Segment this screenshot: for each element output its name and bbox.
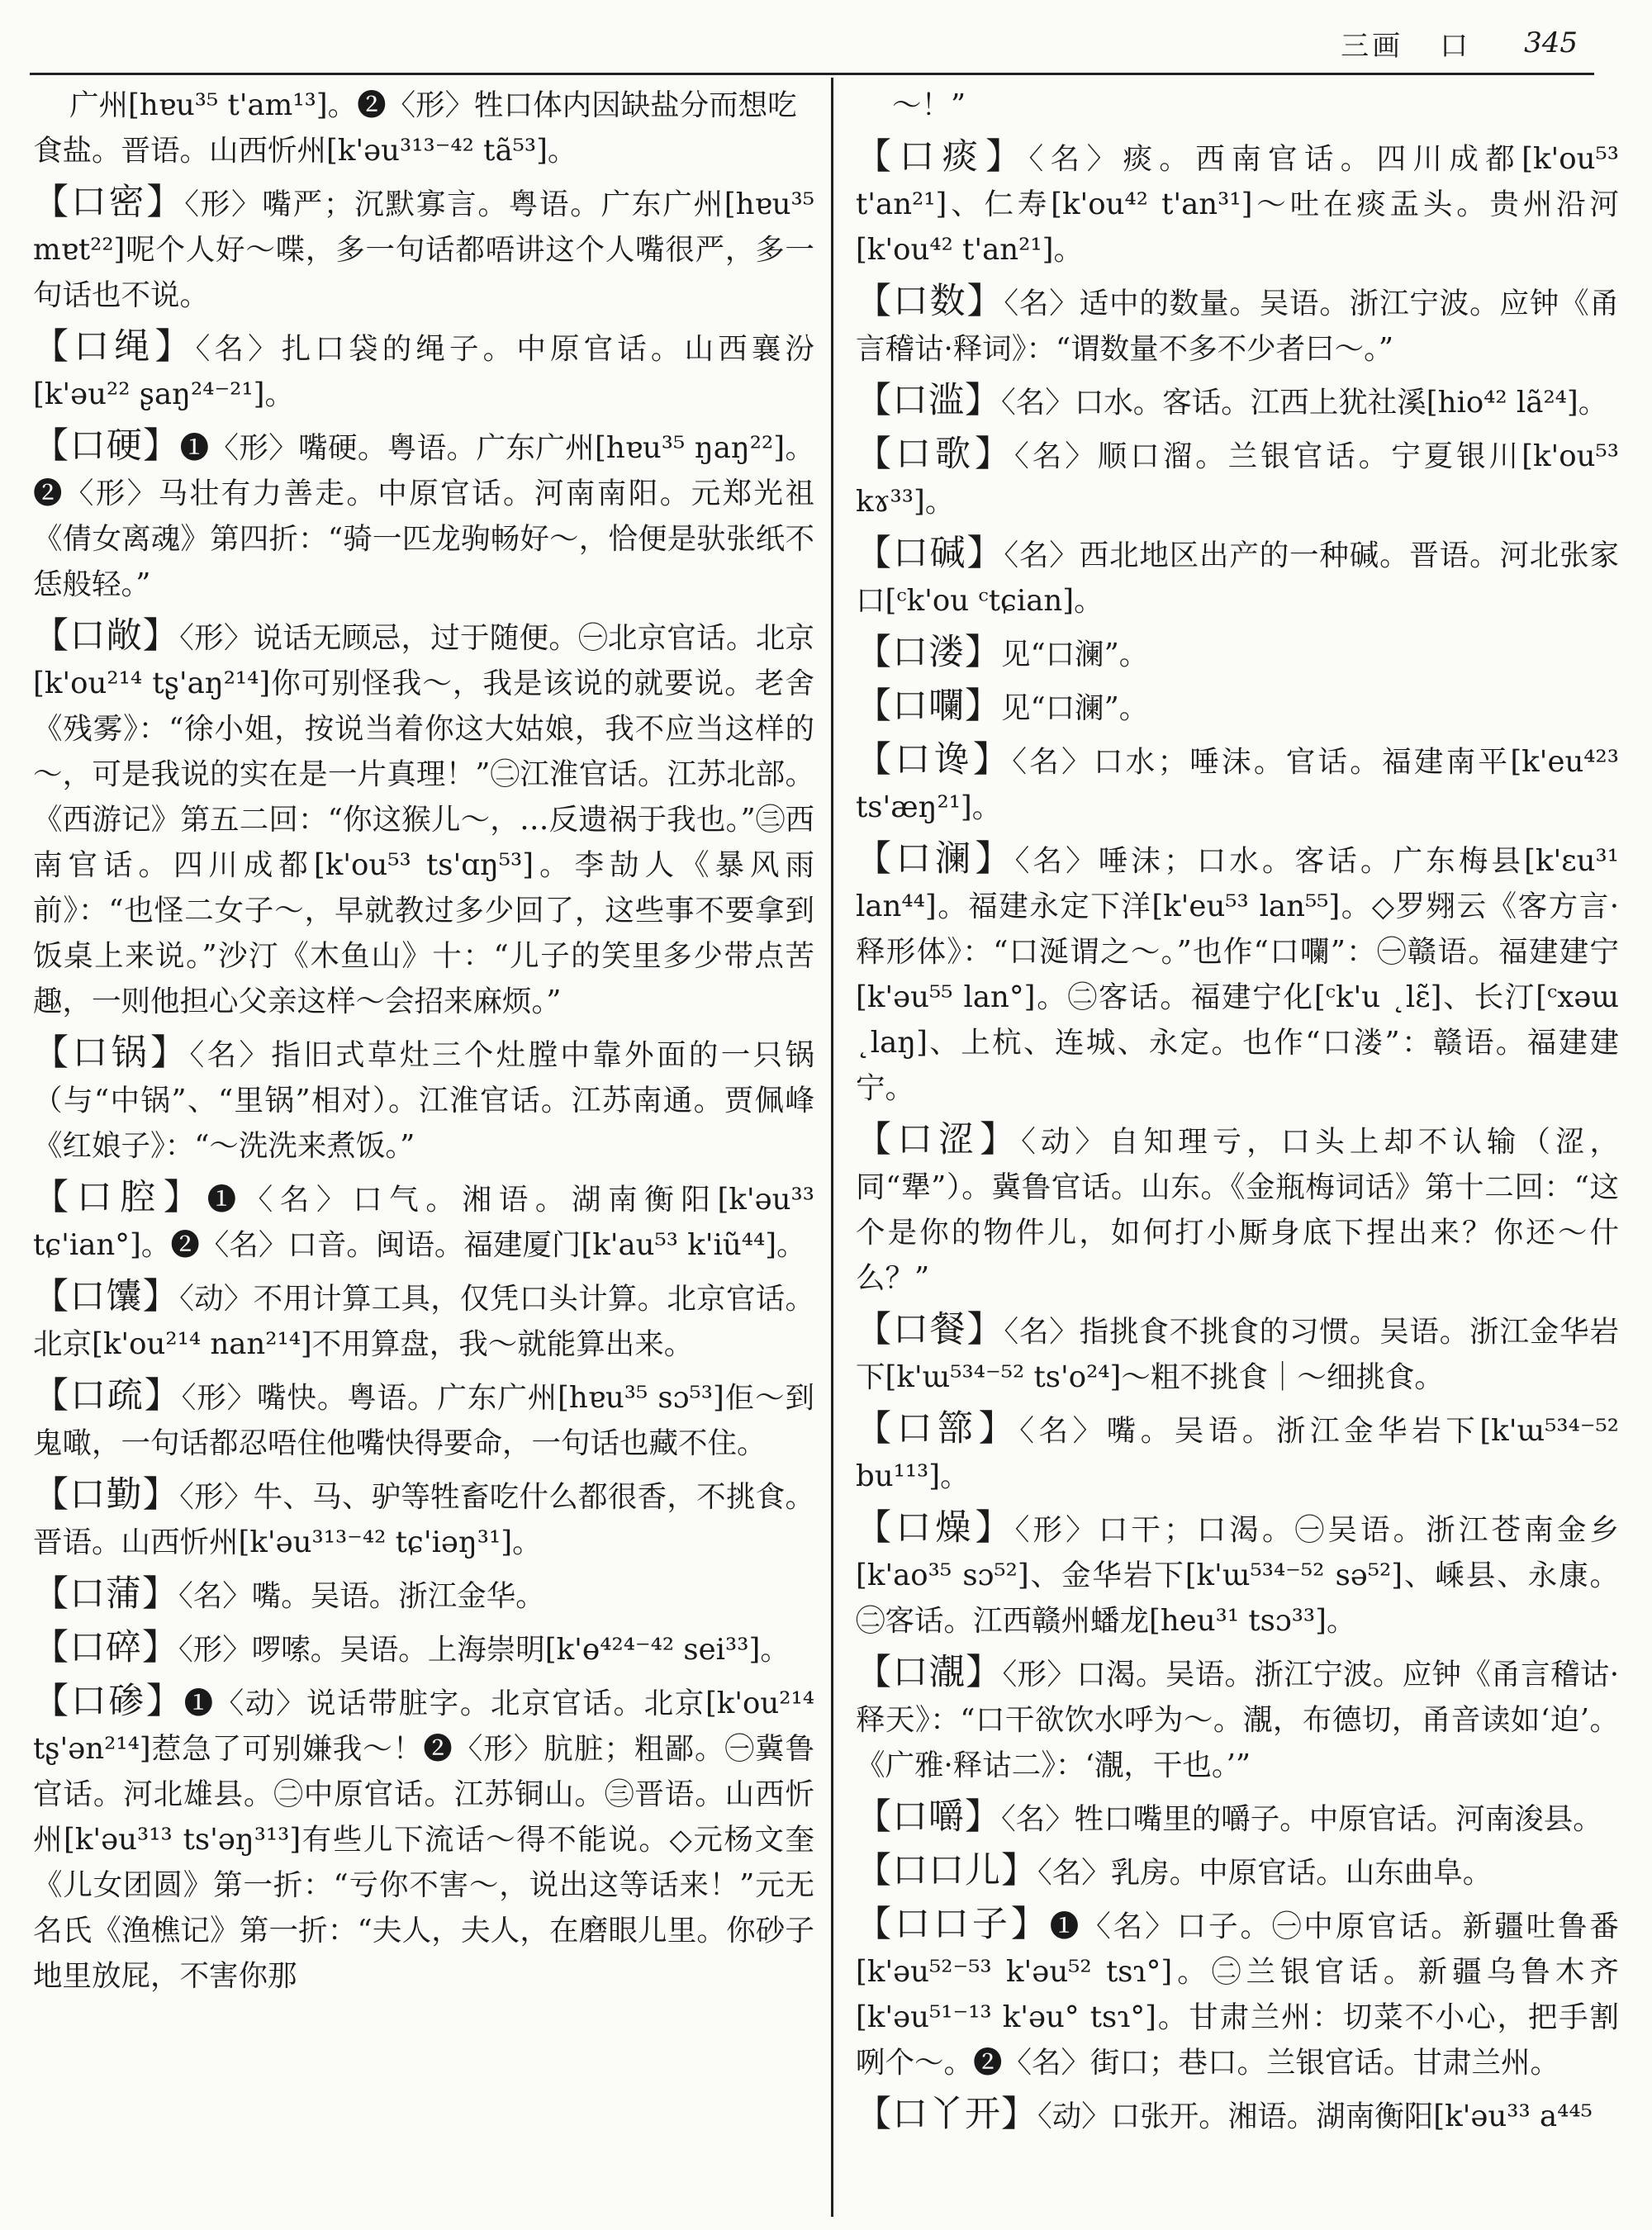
entry-definition: 〈名〉痰。西南官话。四川成都[k'ou⁵³ t'an²¹]、仁寿[k'ou⁴² t'an³¹]～吐在痰盂头。贵州沿河[k'ou⁴² t'an²¹]。 [856, 142, 1620, 267]
entry-headword: 【口勤】 [33, 1474, 180, 1516]
entry-definition: 〈形〉口渴。吴语。浙江宁波。应钟《甬言稽诂·释天》：“口干欲饮水呼为～。㵾，布德切，甬音读如‘迫’。《广雅·释诂二》：‘㵾，干也。’” [856, 1658, 1619, 1782]
entry-definition: 〈名〉乳房。中原官话。山东曲阜。 [1037, 1856, 1493, 1890]
dictionary-entry [856, 432, 1619, 524]
entry-definition: 〈名〉适中的数量。吴语。浙江宁波。应钟《甬言稽诂·释词》：“谓数量不多不少者曰～。” [856, 287, 1619, 366]
entry-headword: 【口敞】 [33, 615, 180, 657]
dictionary-entry [856, 2092, 1619, 2139]
page-number: 345 [1524, 26, 1578, 59]
entry-headword: 【口腔】 [33, 1177, 207, 1218]
entry-headword: 【口碱】 [856, 533, 1004, 574]
entry-definition: 〈名〉指旧式草灶三个灶膛中靠外面的一只锅（与“中锅”、“里锅”相对）。江淮官话。江苏南通。贾佩峰《红娘子》：“～洗洗来煮饭。” [33, 1038, 814, 1163]
entry-headword: 【口数】 [856, 281, 1004, 322]
dictionary-entry [856, 1902, 1619, 2085]
entry-headword: 【口歌】 [856, 434, 1014, 475]
dictionary-entry [856, 630, 1619, 677]
entry-list [856, 135, 1619, 2139]
continuation-text: 广州[hɐu³⁵ t'am¹³]。❷〈形〉牲口体内因缺盐分而想吃食盐。晋语。山西忻州[k'əu³¹³⁻⁴² tã⁵³]。 [33, 88, 797, 168]
right-column [856, 83, 1619, 2146]
dictionary-entry [33, 1175, 814, 1268]
dictionary-entry [33, 614, 814, 1024]
entry-definition: 〈名〉嘴。吴语。浙江金华。 [178, 1579, 545, 1613]
dictionary-entry [856, 1506, 1619, 1644]
entry-definition: 〈名〉西北地区出产的一种碱。晋语。河北张家口[ᶜk'ou ᶜtɕian]。 [856, 539, 1619, 618]
dictionary-entry [856, 135, 1619, 273]
entry-headword: 【口涩】 [856, 1119, 1022, 1160]
dictionary-entry [856, 1650, 1619, 1788]
entry-definition: 见“口澜”。 [1001, 691, 1149, 725]
entry-headword: 【口溇】 [856, 632, 1001, 673]
dictionary-entry [33, 1625, 814, 1672]
header-rule [30, 73, 1594, 75]
continuation-text: ～！” [892, 88, 966, 122]
dictionary-entry [856, 684, 1619, 731]
dictionary-entry [856, 1117, 1619, 1301]
entry-definition: 〈形〉口干；口渴。㊀吴语。浙江苍南金乡[k'ao³⁵ sɔ⁵²]、金华岩下[k'ɯ⁵³⁴⁻⁵² sə⁵²]、嵊县、永康。㊁客话。江西赣州蟠龙[heu³¹ tsɔ³³]。 [856, 1513, 1619, 1638]
column-divider [831, 78, 833, 2217]
dictionary-entry [33, 1572, 814, 1619]
entry-definition: 〈名〉指挑食不挑食的习惯。吴语。浙江金华岩下[k'ɯ⁵³⁴⁻⁵² ts'o²⁴]～粗不挑食｜～细挑食。 [856, 1315, 1619, 1394]
entry-definition: 〈形〉嘴严；沉默寡言。粤语。广东广州[hɐu³⁵ mɐt²²]呢个人好～喋，多一句话都唔讲这个人嘴很严，多一句话也不说。 [33, 187, 814, 312]
entry-headword: 【口㘓】 [856, 686, 1001, 727]
entry-definition: 〈名〉扎口袋的绳子。中原官话。山西襄汾[k'əu²² ʂaŋ²⁴⁻²¹]。 [33, 332, 814, 411]
dictionary-entry [856, 279, 1619, 372]
entry-headword: 【口口子】 [856, 1904, 1050, 1945]
page-header [1341, 18, 1578, 68]
entry-headword: 【口滥】 [856, 380, 1001, 421]
dictionary-entry [33, 1473, 814, 1565]
entry-definition: 〈名〉唾沫；口水。客话。广东梅县[k'ɛu³¹ lan⁴⁴]。福建永定下洋[k'eu⁵³ lan⁵⁵]。◇罗翙云《客方言·释形体》：“口涎谓之～。”也作“口㘓”：㊀赣语。福建建宁[k'əu⁵⁵ lan°]。㊁客话。福建宁化[ᶜk'u ˛lɛ̃]、长汀[ᶜxəɯ ˛laŋ]、上杭、连城、永定。也作“口溇”：赣语。福建建宁。 [856, 844, 1620, 1105]
entry-definition: 〈名〉口水；唾沫。官话。福建南平[k'eu⁴²³ ts'æŋ²¹]。 [856, 745, 1620, 824]
entry-headword: 【口蒲】 [33, 1573, 178, 1615]
entry-definition: 〈形〉啰嗦。吴语。上海崇明[k'ɵ⁴²⁴⁻⁴² sei³³]。 [178, 1633, 790, 1667]
entry-headword: 【口绳】 [33, 326, 196, 368]
entry-headword: 【口碜】 [33, 1681, 184, 1722]
dictionary-entry [856, 1848, 1619, 1896]
entry-headword: 【口硬】 [33, 425, 180, 467]
entry-definition: 〈形〉牛、马、驴等牲畜吃什么都很香，不挑食。晋语。山西忻州[k'əu³¹³⁻⁴² tɕ'iəŋ³¹]。 [33, 1480, 814, 1559]
entry-definition: 〈形〉嘴快。粤语。广东广州[hɐu³⁵ sɔ⁵³]佢～到鬼噉，一句话都忍唔住他嘴快得要命，一句话也藏不住。 [33, 1381, 814, 1460]
dictionary-entry [33, 180, 814, 318]
dictionary-entry [33, 1374, 814, 1466]
entry-headword: 【口锅】 [33, 1032, 190, 1074]
entry-headword: 【口口儿】 [856, 1850, 1037, 1891]
section-label: 三画 [1341, 29, 1404, 63]
entry-definition: 〈名〉嘴。吴语。浙江金华岩下[k'ɯ⁵³⁴⁻⁵² bu¹¹³]。 [856, 1414, 1620, 1493]
entry-headword: 【口馕】 [33, 1276, 180, 1317]
entry-headword: 【口痰】 [856, 136, 1029, 178]
dictionary-entry [33, 1274, 814, 1367]
entry-list [33, 180, 814, 1999]
dictionary-entry [856, 837, 1619, 1111]
entry-headword: 【口㵾】 [856, 1652, 1003, 1693]
dictionary-entry [33, 424, 814, 607]
entry-headword: 【口嚼】 [856, 1796, 1001, 1838]
entry-definition: 〈名〉顺口溜。兰银官话。宁夏银川[k'ou⁵³ kɤ³³]。 [856, 439, 1619, 519]
dictionary-entry [856, 1407, 1619, 1499]
entry-definition: 〈名〉口水。客话。江西上犹社溪[hio⁴² lã²⁴]。 [1001, 386, 1608, 420]
dictionary-entry [33, 325, 814, 417]
dictionary-entry [33, 1679, 814, 1999]
entry-headword: 【口疏】 [33, 1375, 182, 1416]
entry-definition: ❶〈形〉嘴硬。粤语。广东广州[hɐu³⁵ ŋaŋ²²]。❷〈形〉马壮有力善走。中原官话。河南南阳。元郑光祖《倩女离魂》第四折：“骑一匹龙驹畅好～，恰便是驮张纸不恁般轻。” [33, 431, 814, 601]
entry-definition: ❶〈名〉口气。湘语。湖南衡阳[k'əu³³ tɕ'ian°]。❷〈名〉口音。闽语。福建厦门[k'au⁵³ k'iũ⁴⁴]。 [33, 1183, 814, 1262]
entry-headword: 【口碎】 [33, 1627, 178, 1668]
entry-definition: ❶〈名〉口子。㊀中原官话。新疆吐鲁番[k'əu⁵²⁻⁵³ k'əu⁵² tsɿ°]。㊁兰银官话。新疆乌鲁木齐[k'əu⁵¹⁻¹³ k'əu° tsɿ°]。甘肃兰州：切菜不小心，把手割咧个～。❷〈名〉街口；巷口。兰银官话。甘肃兰州。 [856, 1910, 1619, 2080]
entry-headword: 【口丫开】 [856, 2094, 1037, 2135]
left-column [33, 83, 814, 2005]
entry-definition: 〈动〉不用计算工具，仅凭口头计算。北京官话。北京[k'ou²¹⁴ nan²¹⁴]不用算盘，我～就能算出来。 [33, 1282, 814, 1361]
entry-headword: 【口餐】 [856, 1309, 1004, 1350]
entry-definition: 〈名〉牲口嘴里的嚼子。中原官话。河南浚县。 [1001, 1802, 1602, 1836]
entry-headword: 【口篰】 [856, 1408, 1020, 1450]
entry-definition: 〈动〉口张开。湘语。湖南衡阳[k'əu³³ a⁴⁴⁵ [1037, 2100, 1593, 2133]
radical-label: 口 [1440, 29, 1469, 63]
dictionary-entry [856, 1307, 1619, 1400]
dictionary-entry [856, 531, 1619, 624]
dictionary-entry [856, 738, 1619, 830]
entry-definition: 〈动〉自知理亏，口头上却不认输（涩，同“犟”）。冀鲁官话。山东。《金瓶梅词话》第十二回：“这个是你的物件儿，如何打小厮身底下捏出来？你还～什么？” [856, 1125, 1619, 1295]
entry-definition: 〈形〉说话无顾忌，过于随便。㊀北京官话。北京[k'ou²¹⁴ tʂ'aŋ²¹⁴]你可别怪我～，我是该说的就要说。老舍《残雾》：“徐小姐，按说当着你这大姑娘，我不应当这样的～，可是我说的实在是一片真理！”㊁江淮官话。江苏北部。《西游记》第五二回：“你这猴儿～，…反遗祸于我也。”㊂西南官话。四川成都[k'ou⁵³ ts'ɑŋ⁵³]。李劼人《暴风雨前》：“也怪二女子～，早就教过多少回了，这些事不要拿到饭桌上来说。”沙汀《木鱼山》十：“儿子的笑里多少带点苦趣，一则他担心父亲这样～会招来麻烦。” [33, 621, 814, 1018]
dictionary-entry [33, 1031, 814, 1169]
entry-headword: 【口燥】 [856, 1507, 1015, 1549]
entry-headword: 【口谗】 [856, 739, 1013, 780]
entry-definition: 见“口澜”。 [1001, 638, 1149, 671]
entry-headword: 【口密】 [33, 182, 185, 223]
entry-definition: ❶〈动〉说话带脏字。北京官话。北京[k'ou²¹⁴ tʂ'ən²¹⁴]惹急了可别嫌我～！❷〈形〉肮脏；粗鄙。㊀冀鲁官话。河北雄县。㊁中原官话。江苏铜山。㊂晋语。山西忻州[k'əu³¹³ ts'əŋ³¹³]有些儿下流话～得不能说。◇元杨文奎《儿女团圆》第一折：“亏你不害～，说出这等话来！”元无名氏《渔樵记》第一折：“夫人，夫人，在磨眼儿里。你砂子地里放屁，不害你那 [33, 1687, 814, 1993]
entry-headword: 【口澜】 [856, 838, 1015, 880]
dictionary-entry [856, 1795, 1619, 1842]
dictionary-entry [856, 378, 1619, 425]
